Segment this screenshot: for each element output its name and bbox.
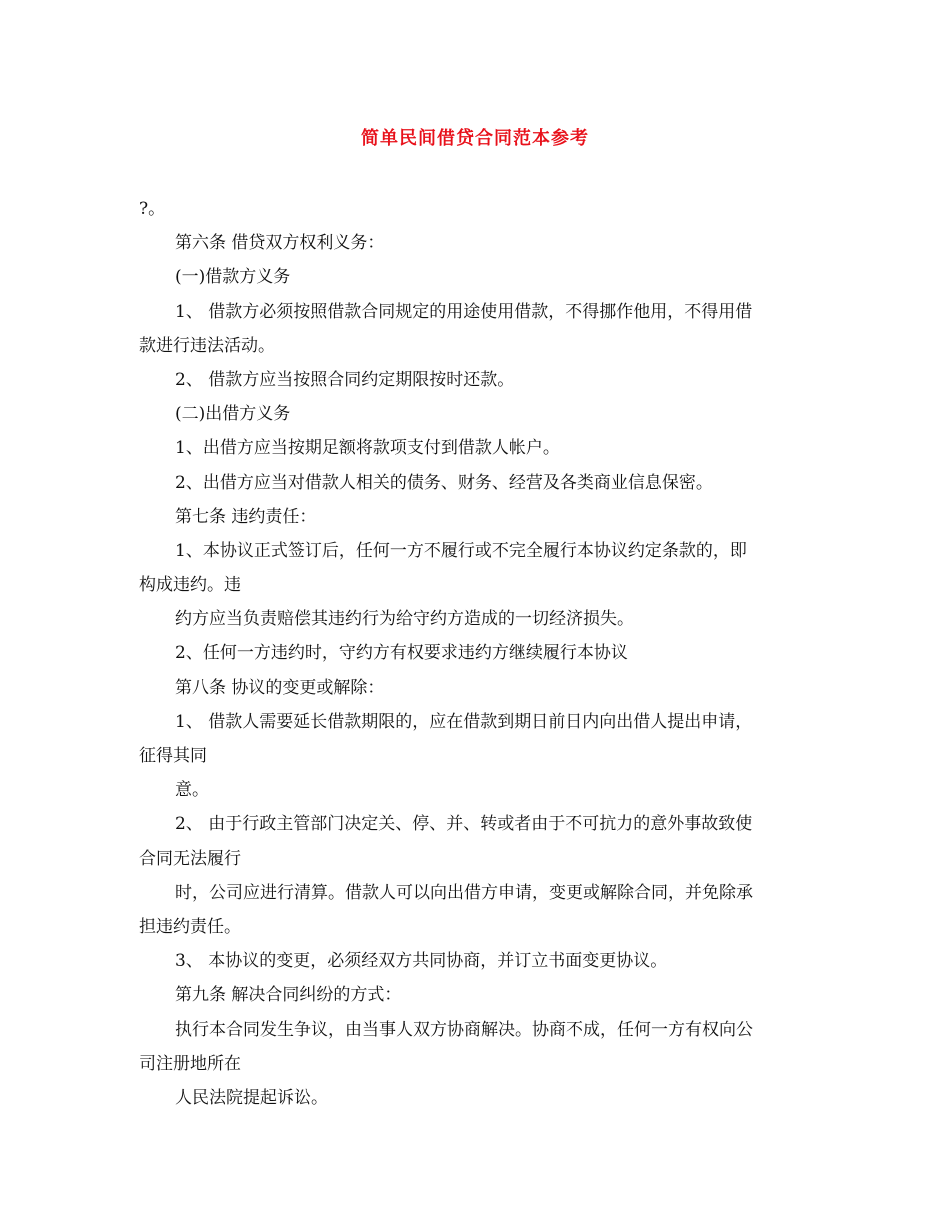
- paragraph-line: 约方应当负责赔偿其违约行为给守约方造成的一切经济损失。: [175, 609, 634, 630]
- document-body: [139, 192, 819, 1115]
- paragraph-line: 款进行违法活动。: [139, 335, 275, 356]
- paragraph-line: 担违约责任。: [139, 916, 241, 937]
- paragraph-line: (一)借款方义务: [175, 267, 291, 288]
- paragraph-line: 第七条 违约责任：: [175, 506, 317, 527]
- paragraph-line: 1、 借款人需要延长借款期限的，应在借款到期日前日内向出借人提出申请，: [175, 711, 753, 732]
- paragraph-line: 2、任何一方违约时，守约方有权要求违约方继续履行本协议: [175, 643, 628, 664]
- paragraph-line: 第八条 协议的变更或解除：: [175, 677, 385, 698]
- paragraph-line: 时，公司应进行清算。借款人可以向出借方申请，变更或解除合同，并免除承: [175, 882, 753, 903]
- paragraph-line: (二)出借方义务: [175, 404, 291, 425]
- paragraph-line: 司注册地所在: [139, 1053, 241, 1074]
- paragraph-line: 执行本合同发生争议，由当事人双方协商解决。协商不成，任何一方有权向公: [175, 1019, 753, 1040]
- paragraph-line: 1、 借款方必须按照借款合同规定的用途使用借款，不得挪作他用，不得用借: [175, 301, 753, 322]
- paragraph-line: 第九条 解决合同纠纷的方式：: [175, 985, 402, 1006]
- paragraph-line: 2、 由于行政主管部门决定关、停、并、转或者由于不可抗力的意外事故致使: [175, 814, 753, 835]
- paragraph-line: 2、出借方应当对借款人相关的债务、财务、经营及各类商业信息保密。: [175, 472, 713, 493]
- paragraph-line: 合同无法履行: [139, 848, 241, 869]
- paragraph-line: 1、本协议正式签订后，任何一方不履行或不完全履行本协议约定条款的，即: [175, 540, 747, 561]
- paragraph-line: ?。: [139, 199, 166, 219]
- paragraph-line: 1、出借方应当按期足额将款项支付到借款人帐户。: [175, 438, 560, 459]
- paragraph-line: 征得其同: [139, 746, 207, 766]
- paragraph-line: 2、 借款方应当按照合同约定期限按时还款。: [175, 369, 515, 390]
- document-title: 简单民间借贷合同范本参考: [361, 128, 589, 149]
- paragraph-line: 意。: [175, 780, 209, 801]
- paragraph-line: 人民法院提起诉讼。: [175, 1087, 328, 1108]
- paragraph-line: 第六条 借贷双方权利义务：: [175, 233, 385, 254]
- paragraph-line: 3、 本协议的变更，必须经双方共同协商，并订立书面变更协议。: [175, 951, 668, 972]
- paragraph-line: 构成违约。违: [139, 575, 241, 596]
